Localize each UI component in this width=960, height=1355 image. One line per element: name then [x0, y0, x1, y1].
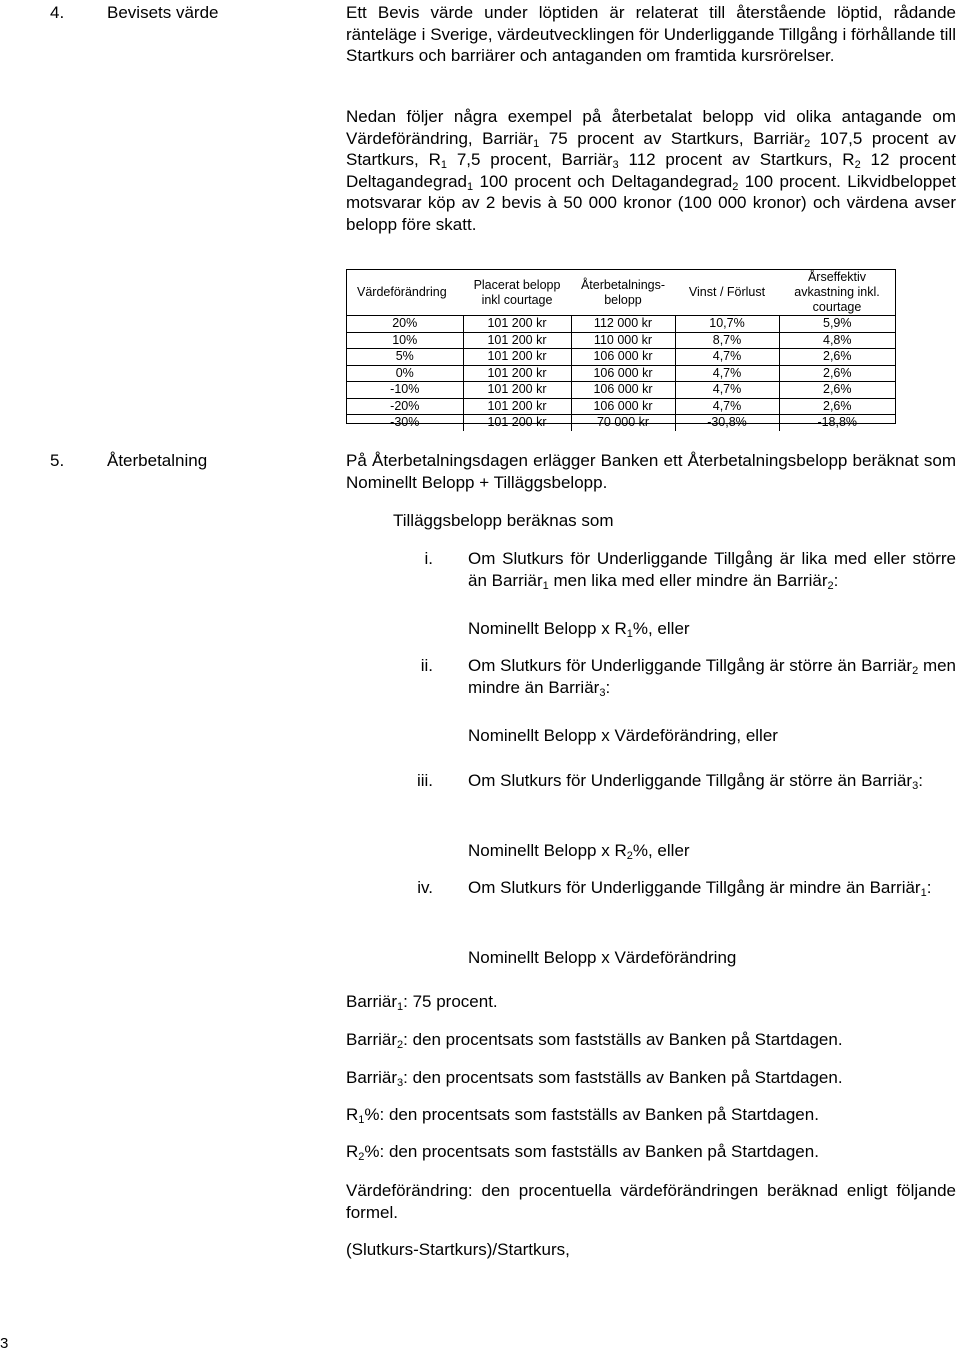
table-cell: 101 200 kr [463, 332, 571, 349]
tillaggsbelopp-intro: Tilläggsbelopp beräknas som [393, 511, 614, 530]
list-item-condition: Om Slutkurs för Underliggande Tillgång är större än Barriär$_2$ men mindre än Barriär$_3$: [468, 656, 957, 699]
section-5-paragraph-1: På Återbetalningsdagen erlägger Banken ett Återbetalningsbelopp beräknat som Nominellt Belopp + Tilläggsbelopp. [346, 451, 956, 492]
table-row [347, 382, 895, 399]
subscript: 2 [358, 1151, 365, 1163]
header-placerat-belopp: Placerat belopp inkl courtage [463, 270, 571, 316]
section-5-title: Återbetalning [107, 451, 208, 470]
subscript: 3 [599, 686, 606, 699]
list-item-condition: Om Slutkurs för Underliggande Tillgång är mindre än Barriär$_1$: [468, 878, 932, 899]
table-cell: 20% [347, 316, 463, 333]
subscript: 3 [612, 159, 619, 171]
table-cell: 106 000 kr [571, 398, 675, 415]
table-cell: -30% [390, 415, 420, 430]
table-cell: 10,7% [675, 316, 779, 333]
table-body [347, 316, 895, 431]
table-row [347, 332, 895, 349]
list-item-formula: Nominellt Belopp x Värdeförändring, eller [468, 726, 778, 745]
subscript: 1 [533, 137, 540, 150]
list-item-formula: Nominellt Belopp x Värdeförändring [468, 948, 737, 967]
table-cell: 4,7% [675, 365, 779, 382]
table-cell: 112 000 kr [571, 316, 675, 333]
subscript: 1 [626, 628, 633, 640]
table-row [347, 365, 895, 382]
table-cell: 4,8% [779, 332, 895, 349]
list-item-number: iv. [417, 878, 433, 897]
table-cell: -18,8% [779, 415, 895, 431]
list-item-condition: Om Slutkurs för Underliggande Tillgång är lika med eller större än Barriär$_1$ men lika med eller mindre än Barriär$_2$: [468, 549, 956, 592]
table-cell: 4,7% [675, 398, 779, 415]
vardeforandring-formula: (Slutkurs-Startkurs)/Startkurs, [346, 1240, 570, 1259]
table-cell: 8,7% [675, 332, 779, 349]
header-aterbetalningsbelopp: Återbetalnings-belopp [571, 270, 675, 316]
header-vardeforandring: Värdeförändring [347, 270, 463, 316]
table-cell: 5,9% [779, 316, 895, 333]
list-item-formula: Nominellt Belopp x $R_1\%$, eller [468, 619, 690, 640]
page-number: 3 [0, 1335, 9, 1352]
list-item-condition: Om Slutkurs för Underliggande Tillgång är större än Barriär$_3$: [468, 771, 923, 792]
list-item-formula: Nominellt Belopp x $R_2\%$, eller [468, 841, 690, 862]
table-row [347, 349, 895, 366]
table-cell: 70 000 kr [571, 415, 675, 431]
table-cell: 101 200 kr [463, 316, 571, 333]
header-arseffektiv-avkastning: Årseffektiv avkastning inkl. courtage [779, 270, 895, 316]
definition-barriar-2: Barriär$_2$: den procentsats som fastställs av Banken på Startdagen. [346, 1030, 843, 1051]
subscript: 3 [397, 1077, 404, 1089]
subscript: 1 [358, 1114, 365, 1126]
table-cell: 101 200 kr [463, 415, 571, 431]
section-4-number: 4. [50, 3, 65, 22]
subscript: 1 [542, 579, 549, 592]
table-cell: 101 200 kr [463, 382, 571, 399]
table-cell: 101 200 kr [463, 365, 571, 382]
table-cell: 106 000 kr [571, 382, 675, 399]
table-cell: 0% [347, 365, 463, 382]
definition-barriar-1: Barriär$_1$: 75 procent. [346, 992, 498, 1013]
table-cell: 110 000 kr [571, 332, 675, 349]
subscript: 2 [397, 1039, 404, 1051]
table-cell: 2,6% [779, 365, 895, 382]
table-row [347, 316, 895, 333]
table-cell: 2,6% [779, 398, 895, 415]
table-cell: -30,8% [675, 415, 779, 431]
table-cell: 2,6% [779, 349, 895, 366]
subscript: 2 [827, 579, 834, 592]
header-vinst-forlust: Vinst / Förlust [675, 270, 779, 316]
table-cell: 10% [347, 332, 463, 349]
table-cell: 5% [347, 349, 463, 366]
list-item-number: i. [424, 549, 433, 568]
table-cell: -10% [347, 382, 463, 399]
table-cell: 106 000 kr [571, 349, 675, 366]
table-cell: 4,7% [675, 382, 779, 399]
table-cell: 101 200 kr [463, 398, 571, 415]
list-item-number: ii. [420, 656, 433, 675]
table-row [347, 415, 895, 431]
subscript: 2 [732, 180, 739, 193]
subscript: 2 [854, 159, 861, 171]
definition-barriar-3: Barriär$_3$: den procentsats som fastställs av Banken på Startdagen. [346, 1068, 843, 1089]
definition-r2: $R_2\%$: den procentsats som fastställs av Banken på Startdagen. [346, 1142, 819, 1163]
definition-r1: $R_1\%$: den procentsats som fastställs av Banken på Startdagen. [346, 1105, 819, 1126]
section-4-paragraph-1: Ett Bevis värde under löptiden är relaterat till återstående löptid, rådande ränteläge i Sverige, värdeutvecklingen för Underliggande Tillgång i förhållande till Startkurs och barriärer och antaganden om framtida kursrörelser. [346, 3, 956, 65]
subscript: 1 [920, 887, 927, 899]
table-cell: 4,7% [675, 349, 779, 366]
table-cell: 106 000 kr [571, 365, 675, 382]
definition-vardeforandring: Värdeförändring: den procentuella värdeförändringen beräknad enligt följande formel. [346, 1181, 956, 1222]
subscript: 2 [804, 137, 811, 150]
list-item-number: iii. [416, 771, 433, 790]
table-row [347, 398, 895, 415]
subscript: 1 [466, 180, 474, 193]
subscript: 3 [912, 780, 919, 792]
subscript: 1 [440, 159, 447, 171]
table-cell: -20% [347, 398, 463, 415]
section-4-paragraph-2: Nedan följer några exempel på återbetalat belopp vid olika antagande om Värdeförändring, Barriär$_1$ 75 procent av Startkurs, Barriär$_2$ 107,5 procent av Startkurs, $R_1$ 7,5 procent, Barriär$_3$ 112 procent av Startkurs, $R_2$ 12 procent Deltagandegrad$_1$ 100 procent och Deltagandegrad$_2$ 100 procent. Likvidbeloppet motsvarar köp av 2 bevis à 50 000 kronor (100 000 kronor) och värdena avser belopp före skatt. [346, 107, 956, 234]
table-cell: 101 200 kr [463, 349, 571, 366]
section-4-title: Bevisets värde [107, 3, 219, 22]
example-table [346, 269, 896, 430]
subscript: 2 [912, 665, 919, 677]
section-5-number: 5. [50, 451, 65, 470]
table-cell: 2,6% [779, 382, 895, 399]
table-header-row [347, 270, 895, 316]
subscript: 1 [397, 1001, 404, 1013]
subscript: 2 [626, 850, 633, 862]
